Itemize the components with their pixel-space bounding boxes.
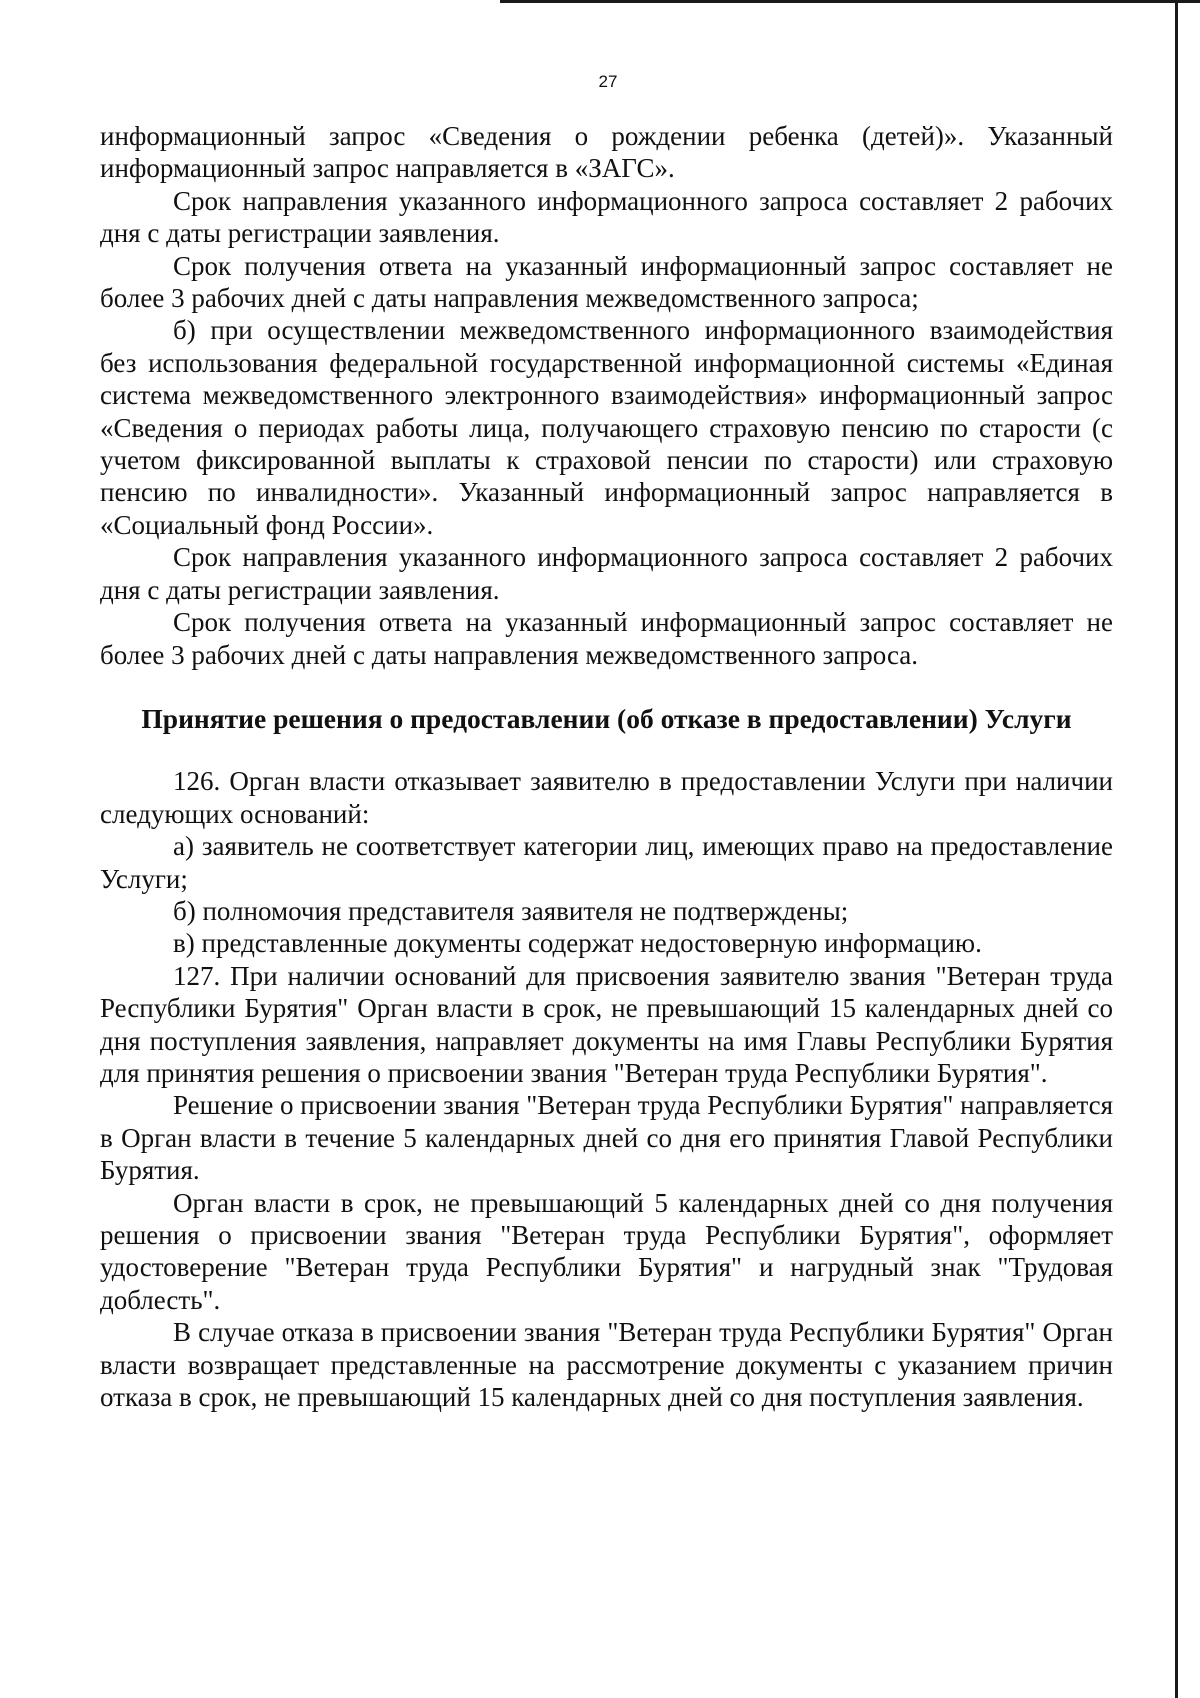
paragraph-certificate: Орган власти в срок, не превышающий 5 календарных дней со дня получения решения о присвоении звания "Ветеран труда Республики Бурятия", оформляет удостоверение "Ветеран труда Республики Бурятия" и нагрудный знак "Трудовая доблесть". bbox=[100, 1187, 1113, 1315]
list-item-b: б) полномочия представителя заявителя не подтверждены; bbox=[173, 895, 849, 926]
paragraph-request-send-term-2: Срок направления указанного информационного запроса составляет 2 рабочих дня с даты регистрации заявления. bbox=[100, 542, 1113, 605]
paragraph-response-term-2: Срок получения ответа на указанный информационный запрос составляет не более 3 рабочих дней с даты направления межведомственного запроса. bbox=[100, 607, 1113, 670]
paragraph-zags-request: информационный запрос «Сведения о рождении ребенка (детей)». Указанный информационный запрос направляется в «ЗАГС». bbox=[100, 121, 1113, 184]
list-item-a: а) заявитель не соответствует категории лиц, имеющих право на предоставление Услуги; bbox=[100, 831, 1113, 894]
paragraph-126: 126. Орган власти отказывает заявителю в предоставлении Услуги при наличии следующих оснований: bbox=[100, 766, 1113, 829]
paragraph-response-term: Срок получения ответа на указанный информационный запрос составляет не более 3 рабочих дней с даты направления межведомственного запроса; bbox=[100, 250, 1113, 314]
paragraph-item-b-interaction: б) при осуществлении межведомственного информационного взаимодействия без использования федеральной государственной информационной системы «Единая система межведомственного электронного взаимодействия» информационный запрос «Сведения о периодах работы лица, получающего страховую пенсию по старости (с учетом фиксированной выплаты к страховой пенсии по старости) или страховую пенсию по инвалидности». Указанный информационный запрос направляется в «Социальный фонд России». bbox=[100, 315, 1113, 540]
paragraph-refusal: В случае отказа в присвоении звания "Ветеран труда Республики Бурятия" Орган власти возвращает представленные на рассмотрение документы с указанием причин отказа в срок, не превышающий 15 календарных дней со дня поступления заявления. bbox=[100, 1317, 1113, 1413]
list-item-v: в) представленные документы содержат недостоверную информацию. bbox=[173, 928, 982, 959]
scan-edge-right bbox=[1175, 0, 1178, 1698]
paragraph-decision: Решение о присвоении звания "Ветеран труда Республики Бурятия" направляется в Орган власти в течение 5 календарных дней со дня его принятия Главой Республики Бурятия. bbox=[100, 1090, 1113, 1186]
paragraph-request-send-term: Срок направления указанного информационного запроса составляет 2 рабочих дня с даты регистрации заявления. bbox=[100, 185, 1113, 249]
page-number: 27 bbox=[598, 72, 618, 91]
document-body bbox=[100, 120, 1113, 1413]
paragraph-127: 127. При наличии оснований для присвоения заявителю звания "Ветеран труда Республики Бурятия" Орган власти в срок, не превышающий 15 календарных дней со дня поступления заявления, направляет документы на имя Главы Республики Бурятия для принятия решения о присвоении звания "Ветеран труда Республики Бурятия". bbox=[100, 960, 1113, 1088]
scan-edge-top bbox=[500, 0, 1200, 3]
section-heading: Принятие решения о предоставлении (об отказе в предоставлении) Услуги bbox=[141, 702, 1072, 734]
